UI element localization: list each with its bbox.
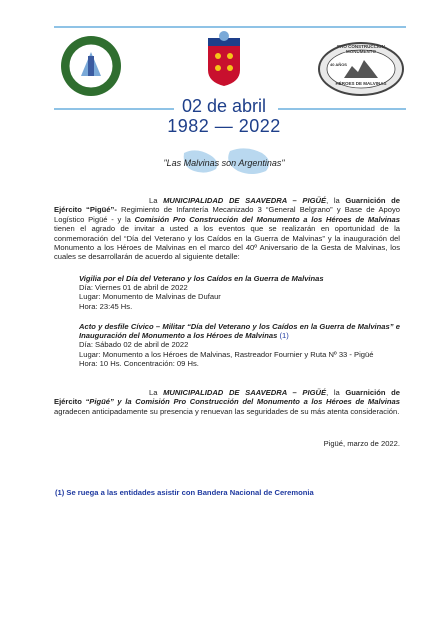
footnote: (1) Se ruega a las entidades asistir con Bandera Nacional de Ceremonia	[55, 488, 314, 497]
municipalidad-name: MUNICIPALIDAD DE SAAVEDRA – PIGÜÉ	[163, 196, 327, 205]
seal-years-text: 40 AÑOS	[330, 62, 347, 67]
event-vigilia	[79, 274, 400, 311]
event-acto	[79, 322, 400, 368]
event-acto-title: Acto y desfile Cívico – Militar “Día del Veterano y los Caídos en la Guerra de Malvinas” e Inauguración del Monumento a los Héroes de Malvinas	[79, 322, 400, 341]
event-acto-time: Hora: 10 Hs. Concentración: 09 Hs.	[79, 358, 199, 368]
seal-bottom-text: HÉROES DE MALVINAS	[335, 81, 387, 86]
event-acto-day: Día: Sábado 02 de abril de 2022	[79, 340, 189, 350]
regiment-emblem-icon	[54, 34, 128, 98]
event-vigilia-day: Día: Viernes 01 de abril de 2022	[79, 283, 188, 293]
anniversary-date: 02 de abril	[181, 96, 267, 116]
header-line-top	[54, 26, 406, 28]
military-shield-icon	[204, 30, 244, 88]
event-acto-place: Lugar: Monumento a los Héroes de Malvinas, Rastreador Fournier y Ruta Nº 33 - Pigüé	[79, 349, 374, 359]
seal-top-text: PRO CONSTRUCCION MONUMENTO	[337, 44, 385, 54]
slogan: "Las Malvinas son Argentinas"	[163, 158, 285, 168]
comision-name: Comisión Pro Construcción del Monumento a los Héroes de Malvinas	[134, 214, 400, 224]
footnote-ref: (1)	[277, 331, 289, 341]
intro-paragraph: La MUNICIPALIDAD DE SAAVEDRA – PIGÜÉ, la Guarnición de Ejército “Pigüé”- Regimiento de Infantería Mecanizado 3 “General Belgrano” y Base de Apoyo Logístico Pigüé - y la Comisión Pro Construcción del Monumento a los Héroes de Malvinas tienen el agrado de invitar a usted a los eventos que se realizarán en oportunidad de la conmemoración del “Día del Veterano y los Caídos en la Guerra de Malvinas” y la inauguración del Monumento a los Héroes de Malvinas en el marco del 40º Aniversario de la Gesta de Malvinas, los cuales se desarrollarán de acuerdo al siguiente detalle:	[54, 196, 400, 262]
event-vigilia-place: Lugar: Monumento de Malvinas de Dufaur	[79, 292, 221, 302]
event-vigilia-title: Vigilia por el Día del Veterano y los Caídos en la Guerra de Malvinas	[79, 274, 324, 283]
anniversary-years: 1982 — 2022	[167, 116, 281, 136]
guarnicion-name: Guarnición de Ejército	[54, 196, 400, 215]
place-and-date: Pigüé, marzo de 2022.	[323, 439, 400, 448]
event-vigilia-time: Hora: 23:45 Hs.	[79, 301, 133, 311]
closing-paragraph: La MUNICIPALIDAD DE SAAVEDRA – PIGÜÉ, la Guarnición de Ejército “Pigüé” y la Comisión Pro Construcción del Monumento a los Héroes de Malvinas agradecen anticipadamente su presencia y renuevan las seguridades de su más atenta consideración.	[54, 388, 400, 416]
